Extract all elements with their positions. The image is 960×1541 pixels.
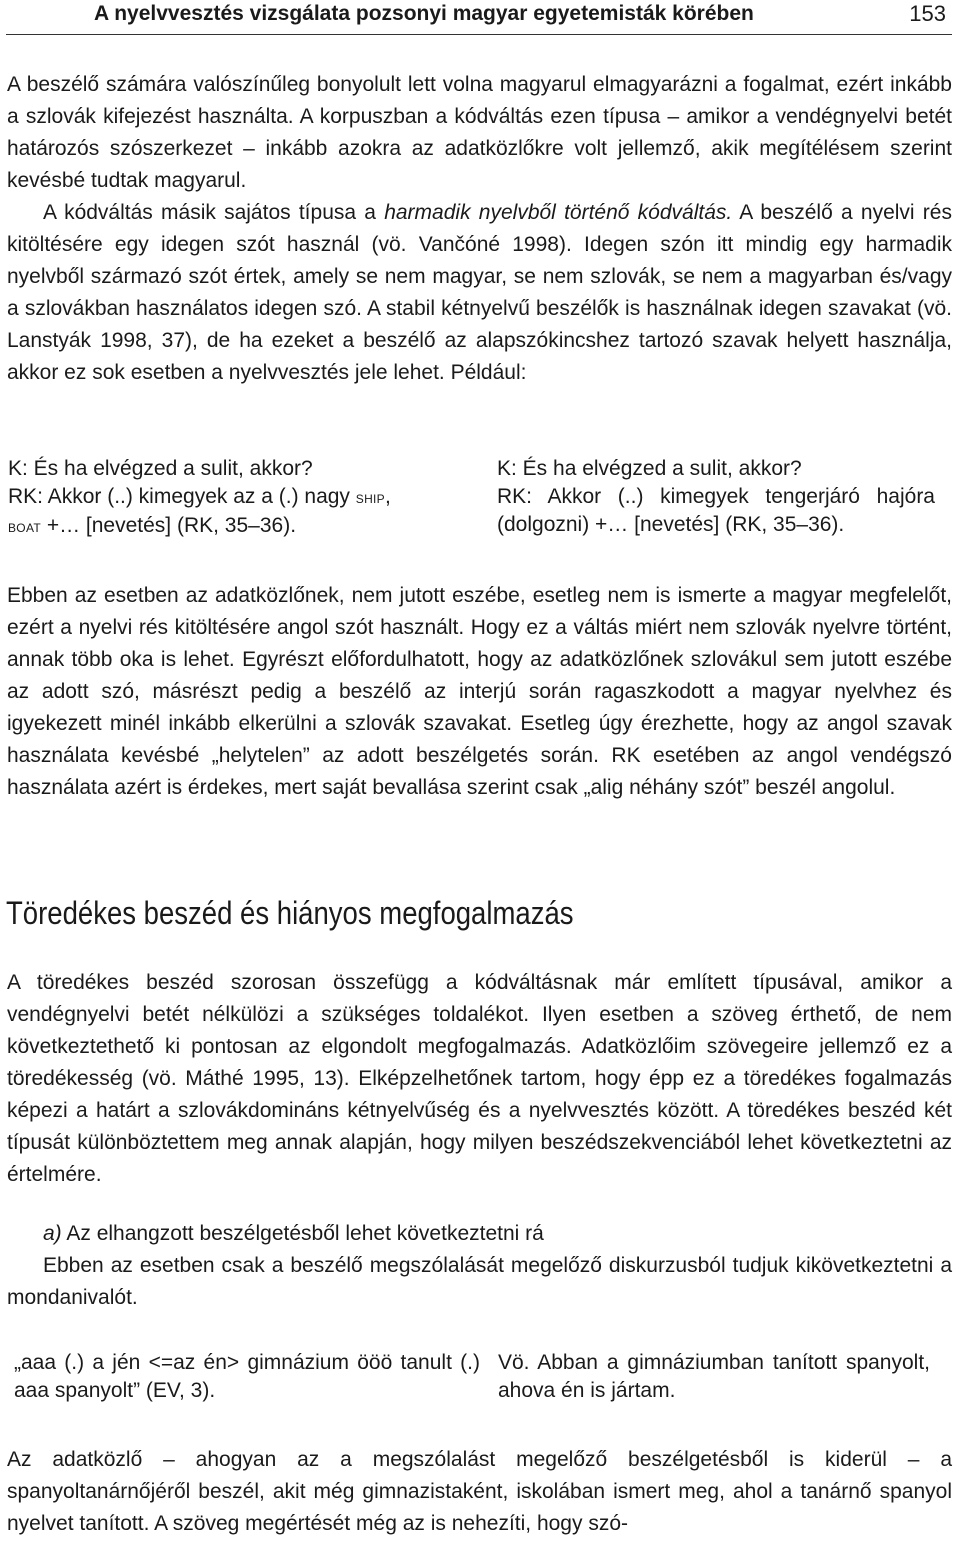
example-1-right-line1: K: És ha elvégzed a sulit, akkor?: [497, 457, 802, 480]
example-1-left-line1: K: És ha elvégzed a sulit, akkor?: [8, 457, 313, 480]
paragraph-4: A töredékes beszéd szorosan összefügg a kódváltásnak már említett típusával, amikor a vendégnyelvi betét nélkülözi a szükséges toldalékot. Ilyen esetben a szöveg érthető, de nem következtethető ki pontosan az elgondolt megfogalmazás. Adatközlőim szövegeire jellemző ez a töredékesség (vö. Máthé 1995, 13). Elképzelhetőnek tartom, hogy épp ez a töredékes fogalmazás képezi a határt a szlovákdomináns kétnyelvűség és a nyelvvesztés között. A töredékes beszéd két típusát különböztettem meg annak alapján, hogy milyen beszédszekvenciából lehet következtetni az értelmére.: [7, 971, 952, 1186]
paragraph-5: Ebben az esetben csak a beszélő megszólalását megelőző diskurzusból tudjuk kikövetkeztetni a mondanivalót.: [7, 1254, 952, 1309]
english-word-ship: ship: [355, 488, 385, 507]
example-1-right-text: RK: Akkor (..) kimegyek tengerjáró hajóra (dolgozni) +… [nevetés] (RK, 35–36).: [497, 485, 935, 536]
paragraph-2-rest: A beszélő a nyelvi rés kitöltésére egy idegen szót használ (vö. Vančóné 1998). Idegen szón itt mindig egy harmadik nyelvből származó szót értek, amely se nem magyar, se nem szlovák, se nem a magyarban és/vagy a szlovákban használatos idegen szó. A stabil kétnyelvű beszélők is használnak idegen szavakat (vö. Lanstyák 1998, 37), de ha ezeket a beszélő az alapszókincshez tartozó szavak helyett használja, akkor ez sok esetben a nyelvvesztés jele lehet. Például:: [7, 201, 952, 384]
paragraph-3: Ebben az esetben az adatközlőnek, nem jutott eszébe, esetleg nem is ismerte a magyar megfelelőt, ezért a nyelvi rés kitöltésére angol szót használt. Hogy ez a váltás miért nem szlovák nyelvre történt, annak több oka is lehet. Egyrészt előfordulhatott, hogy az adatközlőnek szlovákul sem jutott eszébe az adott szó, másrészt pedig a beszélő az interjú során ragaszkodott a magyar nyelvhez és igyekezett minél inkább elkerülni a szlovák szavakat. Esetleg úgy érezhette, hogy az angol szavak használata kevésbé „helytelen” az adott beszélgetés során. RK esetében az angol vendégszó használata azért is érdekes, mert saját bevallása szerint csak „alig néhány szót” beszél angolul.: [7, 584, 952, 799]
paragraph-2: [7, 197, 952, 389]
page-header: [6, 0, 952, 35]
paragraph-6: Az adatközlő – ahogyan az a megszólalást megelőző beszélgetésből is kiderül – a spanyoltanárnőjéről beszél, akit még gimnazistaként, iskolában ismert meg, ahol a tanárnő spanyol nyelvet tanított. A szöveg megértését még az is nehezíti, hogy szó-: [7, 1448, 952, 1535]
running-title: A nyelvvesztés vizsgálata pozsonyi magyar egyetemisták körében: [94, 2, 754, 25]
paragraph-2-lead: A kódváltás másik sajátos típusa a: [43, 201, 385, 224]
page-number: 153: [909, 1, 946, 26]
example-1-right: [497, 455, 935, 539]
subitem-label: a): [43, 1222, 62, 1245]
subitem-a: [43, 1218, 544, 1250]
example-1-left: [8, 455, 478, 541]
paragraph-2-term: harmadik nyelvből történő kódváltás.: [384, 201, 733, 224]
section-heading: Töredékes beszéd és hiányos megfogalmazás: [6, 895, 574, 931]
subitem-text: Az elhangzott beszélgetésből lehet következtetni rá: [61, 1222, 544, 1245]
example-1-left-line2: RK: Akkor (..) kimegyek az a (.) nagy ship, boat +… [nevetés] (RK, 35–36).: [8, 485, 391, 537]
paragraph-1: A beszélő számára valószínűleg bonyolult lett volna magyarul elmagyarázni a fogalmat, ezért inkább a szlovák kifejezést használta. A korpuszban a kódváltás ezen típusa – amikor a vendégnyelvi betét határozós szószerkezet – inkább azokra az adatközlőkre volt jellemző, akik megítélésem szerint kevésbé tudtak magyarul.: [7, 73, 952, 192]
example-2-left: „aaa (.) a jén <=az én> gimnázium ööö tanult (.) aaa spanyolt” (EV, 3).: [14, 1351, 480, 1402]
english-word-boat: boat: [8, 517, 41, 536]
example-2-right: Vö. Abban a gimnáziumban tanított spanyolt, ahova én is jártam.: [498, 1351, 930, 1402]
